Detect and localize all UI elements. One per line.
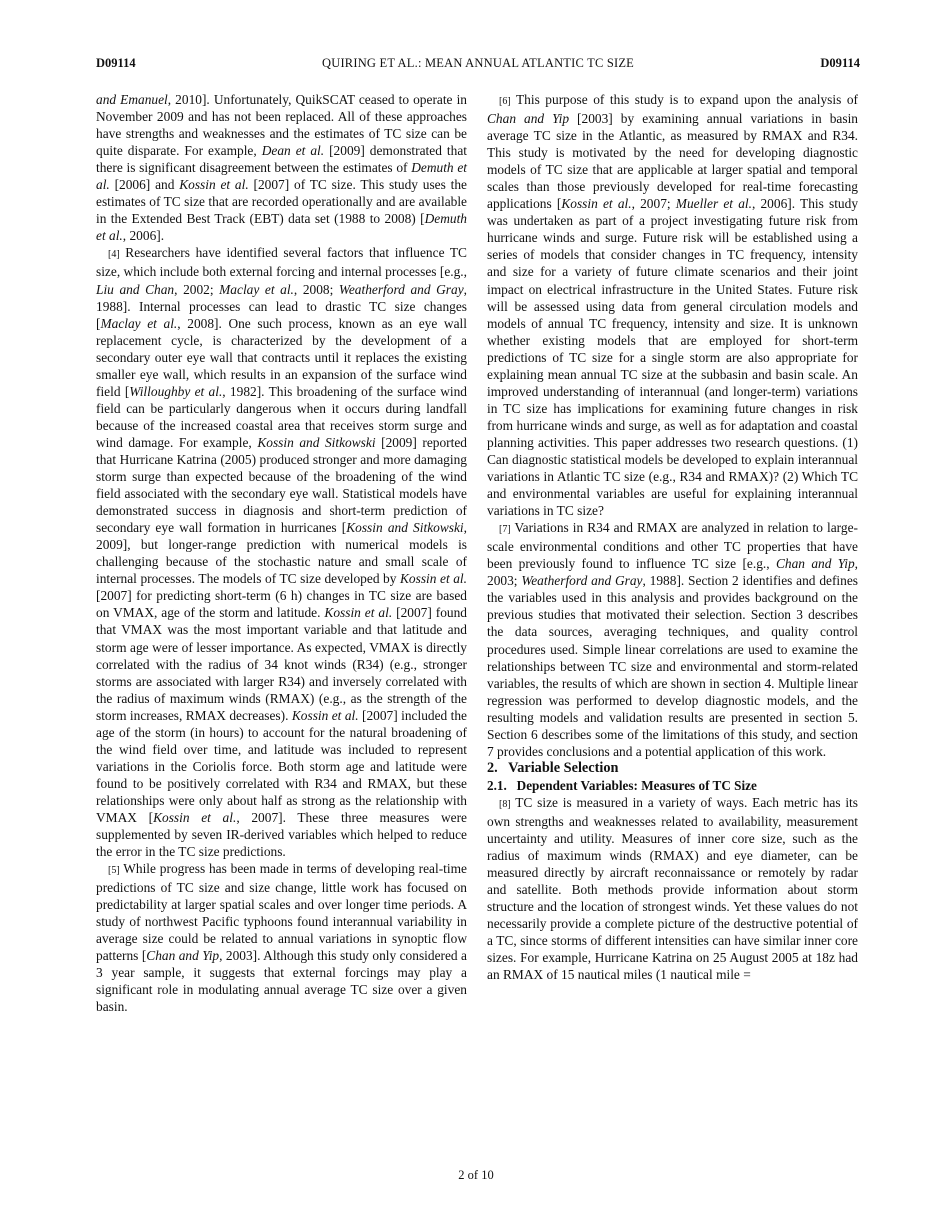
citation-author: Kossin et al. bbox=[291, 707, 359, 723]
citation-author: Kossin et al. bbox=[153, 809, 237, 825]
subsection-heading-2-1: 2.1. Dependent Variables: Measures of TC Size bbox=[487, 777, 757, 793]
page-number: 2 of 10 bbox=[458, 1168, 494, 1182]
citation-author: Willoughby et al. bbox=[129, 383, 223, 399]
paragraph-8-text: TC size is measured in a variety of ways. Each metric has its own strengths and weaknesses related to availability, measurement uncertainty and utility. Measures of inner core size, such as the radius of maximum winds (RMAX) and eye diameter, can be measured directly by aircraft reconnaissance or remotely by radar and satellite. Both methods provide information about storm structure and the location of strongest winds. Yet these values do not necessarily provide a complete picture of the destructive potential of a TC, since storms of different intensities can have similar inner core sizes. For example, Hurricane Katrina on 25 August 2005 at 18z had an RMAX of 15 nautical miles (1 nautical mile = bbox=[487, 794, 858, 983]
header-article-id-right: D09114 bbox=[820, 56, 860, 70]
citation-author: Kossin et al. bbox=[324, 605, 393, 621]
paragraph-5 bbox=[96, 860, 467, 1015]
paragraph-6 bbox=[487, 91, 858, 519]
citation-author: Kossin et al. bbox=[400, 571, 467, 587]
citation-author: Liu and Chan bbox=[96, 281, 175, 297]
paragraph-7-text: Variations in R34 and RMAX are analyzed in relation to large-scale environmental conditions and other TC properties that have been previously found to influence TC size [e.g., Chan and Yip, 2003; Weatherford and Gray, 1988]. Section 2 identifies and defines the variables used in this analysis and provides background on the previous studies that motivated their selection. Section 3 describes the data sources, averaging techniques, and quality control procedures used. Simple linear correlations are used to examine the relationships between TC size and environmental and storm-related variables, the results of which are shown in section 4. Multiple linear regression was performed to develop diagnostic models, and the resulting models and validation results are presented in section 5. Section 6 describes some of the limitations of this study, and section 7 provides conclusions and a potential application of this work. bbox=[487, 520, 858, 759]
section-heading-2: 2. Variable Selection bbox=[487, 759, 619, 776]
citation-author: Maclay et al. bbox=[100, 315, 178, 331]
paragraph-5-text: While progress has been made in terms of developing real-time predictions of TC size and size change, little work has focused on predictability at larger spatial scales and over longer time periods. A study of northwest Pacific typhoons found interannual variability in average size could be related to annual variations in synoptic flow patterns [Chan and Yip, 2003]. Although this study only considered a 3 year sample, it suggests that external forcings may play a significant role in modulating annual average TC size over a given basin. bbox=[96, 861, 467, 1015]
right-column bbox=[487, 91, 858, 983]
paragraph-3-continued: and Emanuel, 2010]. Unfortunately, QuikSCAT ceased to operate in November 2009 and has not been replaced. All of these approaches have strengths and weaknesses and the estimates of TC size can be quite disparate. For example, Dean et al. [2009] demonstrated that there is significant disagreement between the estimates of Demuth et al. [2006] and Kossin et al. [2007] of TC size. This study uses the estimates of TC size that are recorded operationally and are available in the Extended Best Track (EBT) data set (1988 to 2008) [Demuth et al., 2006]. bbox=[96, 92, 467, 244]
paragraph-number: [5] bbox=[108, 865, 120, 877]
citation-author: Chan and Yip bbox=[146, 948, 220, 964]
citation-author: Weatherford and Gray bbox=[338, 281, 464, 297]
citation-author: Maclay et al. bbox=[219, 281, 294, 297]
citation-author: Mueller et al. bbox=[675, 196, 752, 212]
header-running-title: QUIRING ET AL.: MEAN ANNUAL ATLANTIC TC SIZE bbox=[321, 56, 635, 70]
citation-author: Dean et al. bbox=[261, 143, 325, 159]
citation-author: Demuth et al. bbox=[96, 211, 467, 244]
citation-author: Kossin and Sitkowski bbox=[257, 434, 376, 450]
header-article-id-left: D09114 bbox=[96, 56, 136, 70]
paragraph-8 bbox=[487, 794, 858, 984]
citation-author: Kossin et al. bbox=[561, 196, 632, 212]
citation-author: Kossin and Sitkowski bbox=[346, 520, 464, 536]
citation-author: Demuth et al. bbox=[96, 160, 467, 193]
citation-author: and Emanuel bbox=[96, 92, 168, 107]
paragraph-number: [6] bbox=[499, 96, 511, 107]
paragraph-number: [8] bbox=[499, 798, 511, 810]
paragraph-6-text: This purpose of this study is to expand upon the analysis of Chan and Yip [2003] by examining annual variations in basin average TC size in the Atlantic, as measured by RMAX and R34. This study is motivated by the need for developing diagnostic models of TC size that are applicable at larger spatial and temporal scales than those previously developed for real-time forecasting applications [Kossin et al., 2007; Mueller et al., 2006]. This study was undertaken as part of a project investigating future risk from hurricane winds and surge. Future risk will be established using a series of models that consider changes in TC frequency, intensity and size for a variety of future climate scenarios and their joint impact on electrical infrastructure in the United States. Future risk will be assessed using data from general circulation models and models of annual TC frequency, intensity and size. It is unknown whether existing models that are employed for short-term predictions of TC size for a single storm are also appropriate for explaining mean annual TC size at the subbasin and basin scale. An improved understanding of interannual (and longer-term) variations in TC size has implications for examining future changes in risk from hurricane winds and surge, as well as for adaptation and coastal planning activities. This paper addresses two research questions. (1) Can diagnostic statistical models be developed to explain interannual variations in Atlantic TC size (e.g., R34 and RMAX)? (2) Which TC and environmental variables are useful for explaining interannual variations in TC size? bbox=[487, 92, 859, 519]
citation-author: Weatherford and Gray bbox=[521, 573, 643, 589]
running-header bbox=[96, 56, 860, 74]
left-column bbox=[96, 91, 467, 1016]
citation-author: Kossin et al. bbox=[179, 177, 249, 193]
citation-author: Chan and Yip bbox=[487, 111, 570, 127]
paragraph-number: [4] bbox=[108, 249, 120, 261]
paragraph-4-text: Researchers have identified several factors that influence TC size, which include both external forcing and internal processes [e.g., Liu and Chan, 2002; Maclay et al., 2008; Weatherford and Gray, 1988]. Internal processes can lead to drastic TC size changes [Maclay et al., 2008]. One such process, known as an eye wall replacement cycle, is characterized by the development of a secondary outer eye wall that contracts until it replaces the existing smaller eye wall, which results in an expansion of the surface wind field [Willoughby et al., 1982]. This broadening of the surface wind field can be particularly dangerous when it occurs during landfall because of the increased coastal area that receives storm surge and wind damage. For example, Kossin and Sitkowski [2009] reported that Hurricane Katrina (2005) produced stronger and more damaging storm surge than expected because of the broadening of the wind field associated with the secondary eye wall. Statistical models have demonstrated success in diagnosis and short-term prediction of secondary eye wall formation in hurricanes [Kossin and Sitkowski, 2009], but longer-range prediction with numerical models is challenging because of the stochastic nature and small scale of internal processes. The models of TC size developed by Kossin et al. [2007] for predicting short-term (6 h) changes in TC size are based on VMAX, age of the storm and latitude. Kossin et al. [2007] found that VMAX was the most important variable and that latitude and storm age were of lesser importance. As expected, VMAX is directly correlated with the radius of 34 knot winds (R34) (e.g., stronger storms are associated with larger R34) and inversely correlated with the radius of maximum winds (RMAX) (e.g., as the strength of the storm increases, RMAX decreases). Kossin et al. [2007] included the age of the storm (in hours) to account for the natural broadening of the wind field over time, and latitude was included to represent variations in the Coriolis force. Both storm age and latitude were found to be positively correlated with R34 and RMAX, but these relationships were only about half as strong as the relationship with VMAX [Kossin et al., 2007]. These three measures were supplemented by seven IR-derived variables which helped to reduce the error in the TC size predictions. bbox=[96, 245, 468, 860]
paragraph-7 bbox=[487, 519, 858, 760]
paragraph-4 bbox=[96, 244, 467, 860]
citation-author: Chan and Yip bbox=[775, 556, 855, 572]
paragraph-number: [7] bbox=[499, 524, 511, 536]
